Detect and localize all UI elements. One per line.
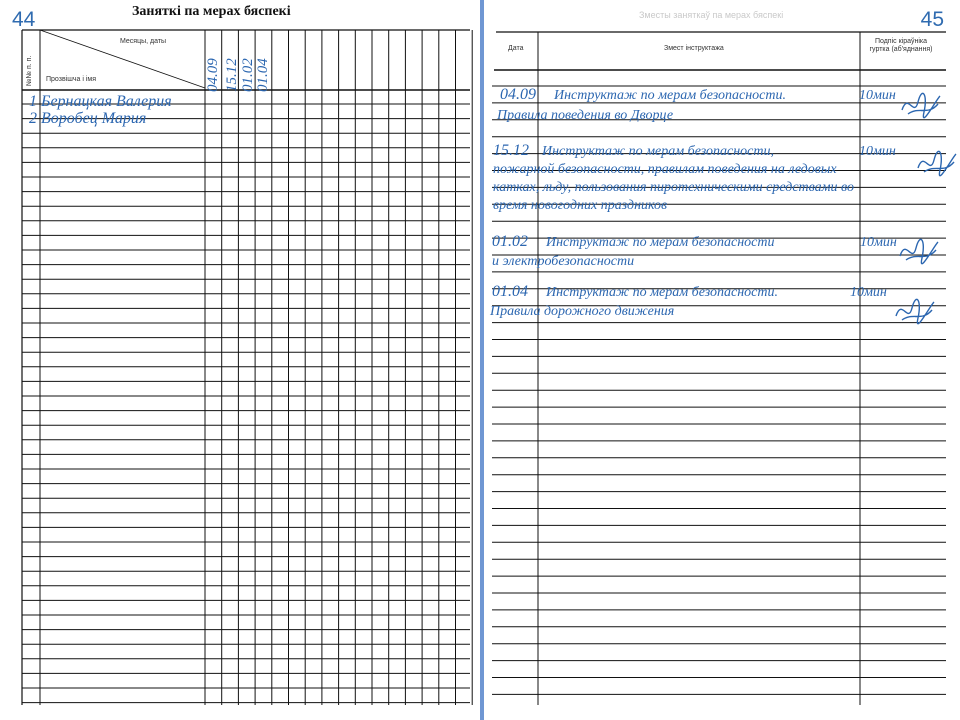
entry-2-duration: 10мин bbox=[859, 144, 896, 159]
entry-1-duration: 10мин bbox=[859, 88, 896, 103]
date-column-2: 15.12 bbox=[224, 58, 240, 92]
page-number-right: 45 bbox=[920, 8, 944, 31]
entry-1-text: Инструктаж по мерам безопасности. bbox=[554, 88, 786, 103]
entry-2-date: 15.12 bbox=[493, 142, 529, 159]
entry-3-text: Инструктаж по мерам безопасности bbox=[546, 235, 775, 250]
signature-2 bbox=[914, 148, 958, 178]
entry-4-duration: 10мин bbox=[850, 285, 887, 300]
signature-3 bbox=[896, 236, 940, 266]
entry-1-date: 04.09 bbox=[500, 86, 536, 103]
signature-4 bbox=[892, 296, 936, 326]
entry-3-date: 01.02 bbox=[492, 233, 528, 250]
student-row-2: 2 Воробец Мария bbox=[29, 110, 147, 127]
entry-2-continuation-3: время новогодних праздников bbox=[493, 198, 668, 213]
header-num-label: №№ п. п. bbox=[26, 55, 33, 86]
entry-2-continuation-2: катках, льду, пользования пиротехническими средствами во bbox=[493, 180, 854, 195]
signature-1 bbox=[898, 90, 942, 120]
student-row-1: 1 Бернацкая Валерия bbox=[29, 93, 172, 110]
date-column-4: 01.04 bbox=[255, 58, 271, 92]
entry-3-duration: 10мин bbox=[860, 235, 897, 250]
entry-2-continuation-1: пожарной безопасности, правилам поведения на ледовых bbox=[493, 162, 837, 177]
date-column-3: 01.02 bbox=[240, 58, 256, 92]
header-months-dates-label: Месяцы, даты bbox=[120, 38, 167, 45]
right-page bbox=[484, 0, 960, 720]
page-number-left: 44 bbox=[12, 8, 36, 31]
entry-4-continuation: Правила дорожного движения bbox=[490, 304, 675, 319]
entry-3-continuation: и электробезопасности bbox=[492, 254, 635, 269]
date-column-1: 04.09 bbox=[205, 58, 221, 92]
page-title: Заняткі па мерах бяспекі bbox=[132, 4, 291, 19]
entry-4-text: Инструктаж по мерам безопасности. bbox=[546, 285, 778, 300]
column-header-date: Дата bbox=[508, 45, 524, 52]
entry-1-continuation: Правила поведения во Дворце bbox=[497, 108, 674, 123]
entry-2-text: Инструктаж по мерам безопасности, bbox=[542, 144, 774, 159]
header-name-label: Прозвішча і імя bbox=[46, 76, 96, 83]
column-header-signature: Подпіс кіраўніка гуртка (аб'яднання) bbox=[869, 38, 933, 53]
entry-4-date: 01.04 bbox=[492, 283, 528, 300]
faint-header: Зместы заняткаў па мерах бяспекі bbox=[639, 10, 784, 20]
column-header-content: Змест інструктажа bbox=[664, 45, 724, 52]
